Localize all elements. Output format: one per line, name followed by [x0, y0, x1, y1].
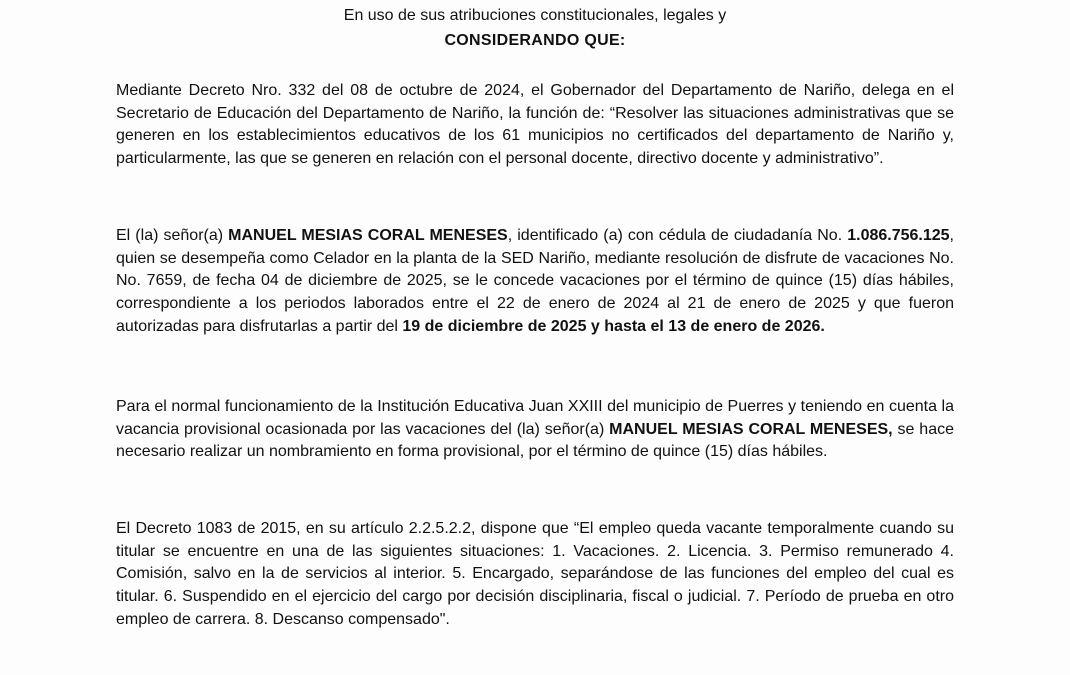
- p2-cedula-number: 1.086.756.125: [847, 227, 950, 244]
- considerando-heading: CONSIDERANDO QUE:: [444, 32, 626, 49]
- p3-employee-name: MANUEL MESIAS CORAL MENESES,: [609, 420, 893, 438]
- paragraph-nombramiento-provisional: [116, 396, 954, 464]
- paragraph-decreto-1083: El Decreto 1083 de 2015, en su artículo 2.2.5.2.2, dispone que “El empleo queda vacante temporalmente cuando su titular se encuentre en una de las siguientes situaciones: 1. Vacaciones. 2. Licencia. 3. Permiso remunerado 4. Comisión, salvo en la de servicios al interior. 5. Encargado, separándose de las funciones del empleo del cual es titular. 6. Suspendido en el ejercicio del cargo por decisión disciplinaria, fiscal o judicial. 7. Período de prueba en otro empleo de carrera. 8. Descanso compensado".: [116, 520, 954, 628]
- p2-text-3: , quien se desempeña como Celador en la planta de la SED Nariño, mediante resolución de disfrute de vacaciones No. No. 7659, de fecha 04 de diciembre de 2025, se le concede vacaciones por el término de quince (15) días hábiles, correspondiente a los periodos laborados entre el 22 de enero de 2024 al 21 de enero de 2025 y que fueron autorizadas para disfrutarlas a partir del: [116, 227, 954, 335]
- p2-text-1: El (la) señor(a): [116, 227, 229, 244]
- p2-employee-name: MANUEL MESIAS CORAL MENESES: [228, 227, 508, 244]
- p2-vacation-dates: 19 de diciembre de 2025 y hasta el 13 de enero de 2026.: [402, 317, 825, 335]
- p2-text-2: , identificado (a) con cédula de ciudadanía No.: [507, 227, 848, 244]
- p3-text-2: se hace necesario realizar un nombramiento en forma provisional, por el término de quince (15) días hábiles.: [116, 420, 955, 461]
- intro-line: En uso de sus atribuciones constitucionales, legales y: [343, 7, 727, 24]
- p3-text-1: Para el normal funcionamiento de la Institución Educativa Juan XXIII del municipio de Puerres y teniendo en cuenta la vacancia provisional ocasionada por las vacaciones del (la) señor(a): [116, 398, 954, 438]
- paragraph-decreto-332: Mediante Decreto Nro. 332 del 08 de octubre de 2024, el Gobernador del Departamento de Nariño, delega en el Secretario de Educación del Departamento de Nariño, la función de: “Resolver las situaciones administrativas que se generen en los establecimientos educativos de los 61 municipios no certificados del departamento de Nariño y, particularmente, las que se generen en relación con el personal docente, directivo docente y administrativo”.: [116, 82, 954, 168]
- paragraph-vacaciones: [116, 225, 954, 339]
